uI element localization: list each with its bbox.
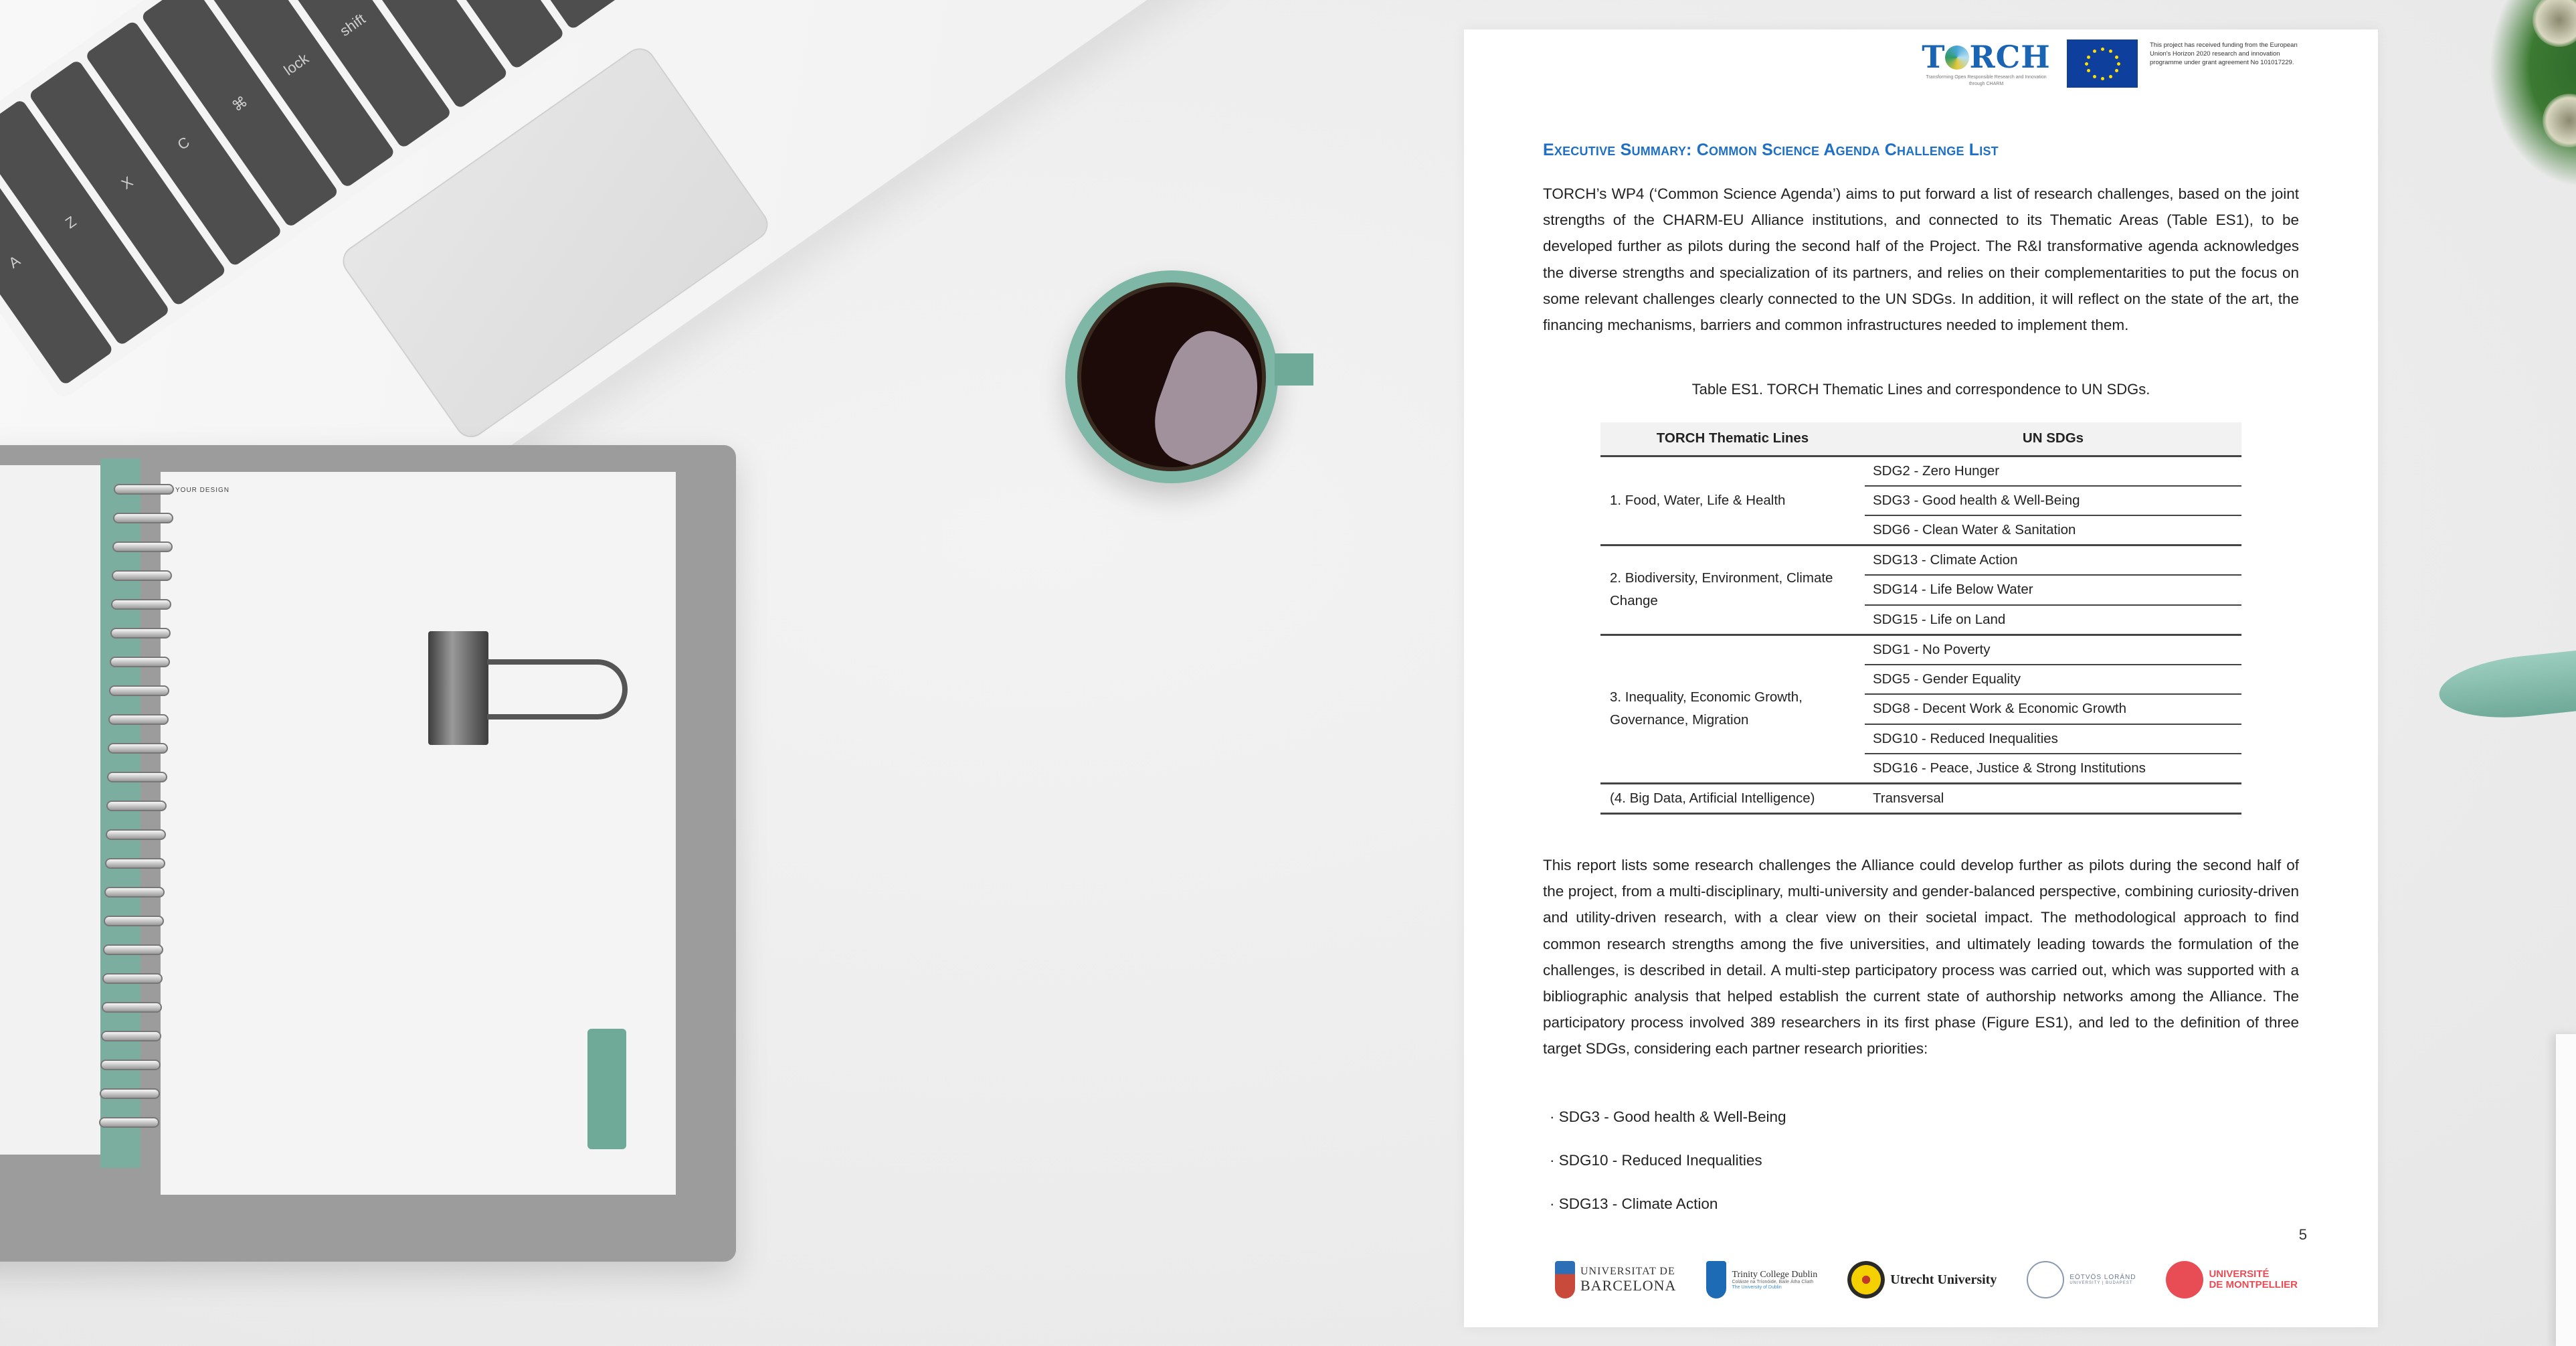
sdg-cell: Transversal	[1865, 784, 2241, 814]
table-header-row	[1600, 422, 2241, 456]
eu-star-icon	[2109, 50, 2112, 53]
list-item: · SDG3 - Good health & Well-Being	[1550, 1108, 1786, 1152]
eu-star-icon	[2087, 69, 2090, 72]
coffee	[1077, 282, 1266, 471]
binder-clip-handle	[487, 659, 628, 720]
spiral-ring	[101, 1031, 161, 1041]
teapot-spout	[2436, 647, 2576, 726]
eu-star-icon	[2093, 50, 2096, 53]
thematic-line-cell: 1. Food, Water, Life & Health	[1600, 456, 1865, 545]
spiral-ring	[111, 599, 171, 610]
notebook-left-page	[0, 465, 114, 1155]
spiral-ring	[104, 916, 164, 926]
key: Z	[0, 99, 170, 347]
spiral-ring	[110, 628, 171, 639]
intro-paragraph: TORCH’s WP4 (‘Common Science Agenda’) aims to put forward a list of research challenges, based on the joint strengths of the CHARM-EU Alliance institutions, and connected to its Thematic Areas (Table ES1), to be developed further as pilots during the second half of the Project. The R&I transformative agenda acknowledges the diverse strengths and specialization of its partners, and relies on their complementarities to put the focus on some relevant challenges clearly connected to the UN SDGs. In addition, it will reflect on the state of the art, the financing mechanisms, barriers and common infrastructures needed to implement them.	[1543, 185, 2299, 334]
sdg-cell: SDG1 - No Poverty	[1865, 635, 2241, 665]
sdg-cell: SDG10 - Reduced Inequalities	[1865, 724, 2241, 754]
eu-star-icon	[2093, 75, 2096, 78]
spiral-ring	[102, 973, 163, 984]
methodology-paragraph: This report lists some research challenges the Alliance could develop further as pilots during the second half of the project, from a multi-disciplinary, multi-university and gender-balanced perspective, combining curiosity-driven and utility-driven research, with a clear view on their societal impact. The methodological approach to find common research strengths among the five universities, and ultimately leading towards the formulation of the challenges, is described in detail. A multi-step participatory process was carried out, which was supported with a bibliographic analysis that helped establish the current state of authorship networks among the Alliance. The participatory process involved 389 researchers in its first phase (Figure ES1), and led to the definition of three target SDGs, considering each partner research priorities:	[1543, 857, 2299, 1058]
target-sdg-list	[1550, 1108, 1786, 1239]
torch-globe-icon	[1945, 46, 1969, 70]
tcd-shield-icon	[1706, 1261, 1726, 1298]
thematic-line-cell: 2. Biodiversity, Environment, Climate Change	[1600, 545, 1865, 635]
eu-star-icon	[2115, 56, 2118, 59]
list-item: · SDG13 - Climate Action	[1550, 1195, 1786, 1239]
document-page	[1464, 29, 2378, 1327]
key: shift	[254, 0, 452, 149]
logo-trinity-college-dublin: Trinity College Dublin Coláiste na Tríonóide, Baile Átha Cliath The University of Dublin	[1706, 1261, 1817, 1298]
eu-star-icon	[2115, 69, 2118, 72]
elte-seal-icon	[2027, 1261, 2064, 1298]
sdg-cell: SDG3 - Good health & Well-Being	[1865, 486, 2241, 516]
eu-star-icon	[2085, 62, 2088, 66]
sdg-cell: SDG13 - Climate Action	[1865, 545, 2241, 576]
key: lock	[197, 0, 395, 189]
eu-star-icon	[2117, 62, 2120, 66]
thematic-lines-table	[1600, 422, 2241, 815]
sdg-cell: SDG14 - Life Below Water	[1865, 575, 2241, 605]
eu-funding-text: This project has received funding from the European Union's Horizon 2020 research and innovation programme under grant agreement No 101017229.	[2150, 41, 2298, 66]
spiral-ring	[100, 1088, 160, 1099]
eu-flag-icon	[2067, 39, 2138, 88]
thematic-line-cell: (4. Big Data, Artificial Intelligence)	[1600, 784, 1865, 814]
spiral-ring	[102, 1002, 162, 1013]
section-heading: Executive Summary: Common Science Agenda Challenge List	[1543, 141, 1999, 159]
table-row	[1600, 456, 2241, 486]
spiral-ring	[106, 801, 167, 811]
spiral-ring	[100, 1060, 161, 1070]
table-caption: Table ES1. TORCH Thematic Lines and correspondence to UN SDGs.	[1691, 381, 2150, 398]
table-row	[1600, 784, 2241, 814]
key: X	[28, 60, 227, 307]
spiral-ring	[105, 858, 165, 869]
spiral-ring	[104, 887, 165, 898]
torch-logo: T RCH Transforming Open Responsible Research and Innovation through CHARM	[1918, 39, 2055, 88]
table-row	[1600, 545, 2241, 576]
ub-shield-icon	[1555, 1261, 1575, 1298]
sdg-cell: SDG2 - Zero Hunger	[1865, 456, 2241, 486]
spiral-ring	[110, 657, 170, 667]
coffee-mug	[1065, 270, 1278, 483]
header-logos	[1918, 39, 2310, 93]
spiral-ring	[113, 513, 173, 523]
eu-star-icon	[2087, 56, 2090, 59]
sdg-cell: SDG16 - Peace, Justice & Strong Institutions	[1865, 754, 2241, 784]
spiral-ring	[106, 829, 166, 840]
key: ⌘	[141, 0, 339, 228]
spiral-ring	[112, 541, 173, 552]
spiral-ring	[114, 484, 174, 495]
logo-universitat-barcelona: UNIVERSITAT DE BARCELONA	[1555, 1261, 1676, 1298]
column-header: TORCH Thematic Lines	[1600, 422, 1865, 456]
spiral-ring	[99, 1117, 159, 1128]
binder-clip	[428, 631, 488, 745]
coffee-reflection	[1141, 321, 1266, 471]
sdg-cell: SDG6 - Clean Water & Sanitation	[1865, 515, 2241, 545]
logo-utrecht-university: Utrecht University	[1847, 1261, 1997, 1298]
sdg-cell: SDG15 - Life on Land	[1865, 605, 2241, 635]
eraser	[587, 1029, 626, 1149]
uu-sun-icon	[1847, 1261, 1885, 1298]
column-header: UN SDGs	[1865, 422, 2241, 456]
eu-star-icon	[2101, 77, 2104, 80]
sdg-cell: SDG8 - Decent Work & Economic Growth	[1865, 694, 2241, 724]
key: C	[84, 20, 283, 268]
key: A	[0, 139, 114, 386]
sdg-cell: SDG5 - Gender Equality	[1865, 665, 2241, 695]
partner-logos	[1555, 1256, 2298, 1303]
spiral-ring	[108, 743, 168, 754]
thematic-line-cell: 3. Inequality, Economic Growth, Governance, Migration	[1600, 635, 1865, 784]
spiral-ring	[108, 714, 169, 725]
eu-star-icon	[2109, 75, 2112, 78]
paper-edge	[2556, 1034, 2576, 1346]
um-circle-icon	[2166, 1261, 2203, 1298]
notebook-label: YOUR DESIGN	[175, 487, 230, 494]
logo-eotvos-lorand: EÖTVÖS LORÁND UNIVERSITY | BUDAPEST	[2027, 1261, 2136, 1298]
list-item: · SDG10 - Reduced Inequalities	[1550, 1152, 1786, 1195]
page-number: 5	[2298, 1226, 2307, 1243]
logo-universite-montpellier: UNIVERSITÉ DE MONTPELLIER	[2166, 1261, 2298, 1298]
spiral-ring	[109, 685, 169, 696]
spiral-ring	[112, 570, 172, 581]
eu-star-icon	[2101, 48, 2104, 51]
spiral-ring	[107, 772, 167, 782]
torch-tagline: Transforming Open Responsible Research and Innovation through CHARM	[1926, 75, 2047, 86]
spiral-ring	[103, 944, 163, 955]
table-row	[1600, 635, 2241, 665]
mug-handle	[1275, 353, 1313, 386]
